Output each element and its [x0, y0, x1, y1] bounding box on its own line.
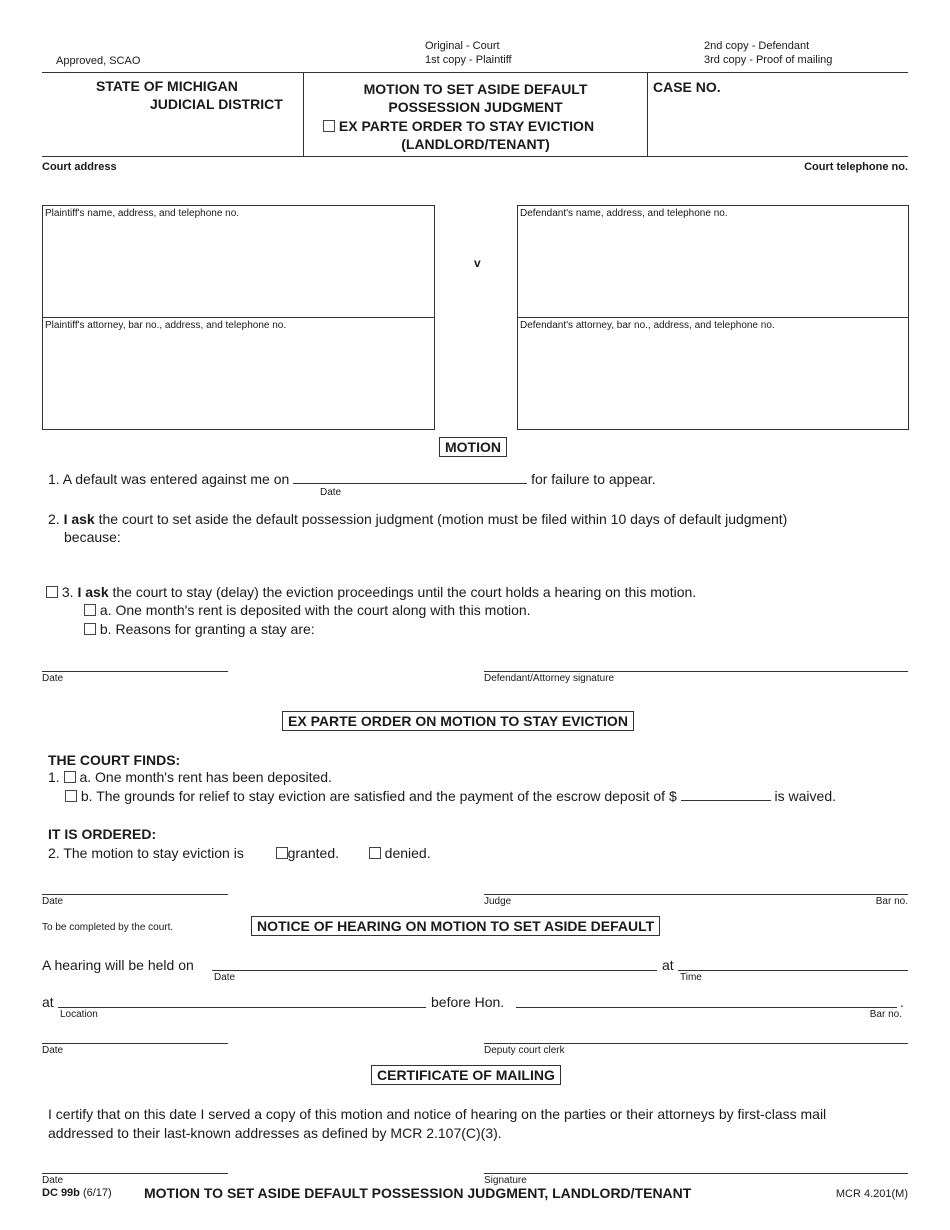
finds-item1-num: 1.: [48, 769, 60, 785]
court-address-label: Court address: [42, 161, 117, 173]
stay-reasons-checkbox[interactable]: [84, 623, 96, 635]
deputy-clerk-label: Deputy court clerk: [484, 1045, 565, 1056]
certificate-text-line2: addressed to their last-known addresses as defined by MCR 2.107(C)(3).: [48, 1125, 502, 1141]
approval-note: Approved, SCAO: [56, 55, 141, 67]
finds-item1a: [48, 769, 332, 785]
ex-parte-title-row: [323, 118, 594, 134]
form-number: DC 99b: [42, 1187, 80, 1199]
versus-label: v: [474, 256, 481, 270]
motion-item1-text: 1. A default was entered against me on: [48, 471, 290, 487]
default-date-caption: Date: [320, 487, 342, 498]
motion-item2-bold: I ask: [63, 511, 95, 527]
motion-item3a-text: a. One month's rent is deposited with the court along with this motion.: [99, 602, 531, 618]
copy-third: 3rd copy - Proof of mailing: [704, 54, 833, 66]
hearing-location-field[interactable]: [58, 1007, 426, 1008]
hearing-date-field[interactable]: [212, 970, 657, 971]
plaintiff-box[interactable]: [42, 205, 435, 318]
certificate-text-line1: I certify that on this date I served a copy of this motion and notice of hearing on the parties or their attorneys by first-class mail: [48, 1106, 827, 1122]
form-title-line3: EX PARTE ORDER TO STAY EVICTION: [338, 118, 595, 134]
motion-date-line[interactable]: [42, 671, 228, 672]
order-date-line[interactable]: [42, 894, 228, 895]
motion-item2: [48, 511, 787, 527]
motion-date-label: Date: [42, 673, 64, 684]
district-label: JUDICIAL DISTRICT: [150, 96, 283, 112]
default-date-field[interactable]: [293, 471, 527, 484]
motion-item3-bold: I ask: [77, 584, 109, 600]
caption-bottom-rule: [42, 156, 908, 157]
certificate-heading: CERTIFICATE OF MAILING: [371, 1065, 561, 1085]
order-item2: [48, 845, 431, 861]
hearing-held-on-label: A hearing will be held on: [42, 957, 194, 973]
judge-label: Judge: [484, 896, 512, 907]
certificate-signature-line[interactable]: [484, 1173, 908, 1174]
escrow-amount-field[interactable]: [681, 788, 771, 801]
form-title-line4: (LANDLORD/TENANT): [401, 136, 550, 152]
finds-item1b: [65, 788, 836, 804]
escrow-waived-checkbox[interactable]: [65, 790, 77, 802]
certificate-date-label: Date: [42, 1175, 64, 1186]
before-hon-period: .: [900, 994, 904, 1010]
stay-request-checkbox[interactable]: [46, 586, 58, 598]
motion-item2-text2: because:: [64, 529, 121, 545]
granted-label: granted.: [287, 845, 339, 861]
certificate-signature-label: Signature: [484, 1175, 527, 1186]
motion-item3: [46, 584, 696, 600]
before-hon-label: before Hon.: [431, 994, 505, 1010]
motion-signature-label: Defendant/Attorney signature: [484, 673, 615, 684]
copy-second: 2nd copy - Defendant: [704, 40, 810, 52]
plaintiff-attorney-label: Plaintiff's attorney, bar no., address, and telephone no.: [45, 320, 287, 331]
footer-rule: MCR 4.201(M): [835, 1188, 908, 1200]
hearing-time-caption: Time: [680, 972, 702, 983]
copy-first: 1st copy - Plaintiff: [425, 54, 512, 66]
notice-heading: NOTICE OF HEARING ON MOTION TO SET ASIDE DEFAULT: [251, 916, 660, 936]
motion-item3b-text: b. Reasons for granting a stay are:: [99, 621, 315, 637]
footer-form-id: [42, 1187, 112, 1199]
granted-checkbox[interactable]: [276, 847, 288, 859]
hearing-date-caption: Date: [214, 972, 236, 983]
order-item2-text: 2. The motion to stay eviction is: [48, 845, 244, 861]
court-finds-label: THE COURT FINDS:: [48, 752, 181, 768]
ex-parte-checkbox[interactable]: [323, 120, 335, 132]
hearing-location-caption: Location: [60, 1009, 98, 1020]
motion-item3a: [84, 602, 531, 618]
hearing-bar-no-caption: Bar no.: [869, 1009, 902, 1020]
motion-signature-line[interactable]: [484, 671, 908, 672]
caption-top-rule: [42, 72, 908, 73]
motion-item2-text: the court to set aside the default possession judgment (motion must be filed within 10 days of default judgment): [98, 511, 788, 527]
hearing-time-field[interactable]: [678, 970, 908, 971]
form-title-line2: POSSESSION JUDGMENT: [388, 99, 563, 115]
finds-item1b-text: b. The grounds for relief to stay eviction are satisfied and the payment of the escrow deposit of $: [80, 788, 677, 804]
copy-original: Original - Court: [425, 40, 500, 52]
finds-item1a-text: a. One month's rent has been deposited.: [79, 769, 332, 785]
motion-item3b: [84, 621, 315, 637]
state-label: STATE OF MICHIGAN: [96, 78, 238, 94]
court-phone-label: Court telephone no.: [804, 161, 908, 173]
finds-item1b-post: is waived.: [774, 788, 836, 804]
motion-item2-num: 2.: [48, 511, 60, 527]
completed-by-court-note: To be completed by the court.: [42, 922, 174, 933]
notice-date-line[interactable]: [42, 1043, 228, 1044]
order-heading: EX PARTE ORDER ON MOTION TO STAY EVICTION: [282, 711, 634, 731]
form-title-line1: MOTION TO SET ASIDE DEFAULT: [363, 81, 588, 97]
motion-item1-post: for failure to appear.: [531, 471, 656, 487]
rent-deposited-checkbox[interactable]: [84, 604, 96, 616]
rent-deposited-finding-checkbox[interactable]: [64, 771, 76, 783]
motion-item1: [48, 471, 656, 487]
judge-signature-line[interactable]: [484, 894, 908, 895]
plaintiff-label: Plaintiff's name, address, and telephone no.: [45, 208, 240, 219]
deputy-clerk-line[interactable]: [484, 1043, 908, 1044]
denied-label: denied.: [384, 845, 431, 861]
caption-divider-right: [647, 72, 648, 156]
hearing-location-at-label: at: [42, 994, 54, 1010]
certificate-date-line[interactable]: [42, 1173, 228, 1174]
notice-date-label: Date: [42, 1045, 64, 1056]
motion-item3-num: 3.: [61, 584, 74, 600]
plaintiff-attorney-box[interactable]: [42, 317, 435, 430]
defendant-attorney-label: Defendant's attorney, bar no., address, and telephone no.: [520, 320, 775, 331]
defendant-label: Defendant's name, address, and telephone no.: [520, 208, 728, 219]
motion-item3-text: the court to stay (delay) the eviction proceedings until the court holds a hearing on this motion.: [112, 584, 697, 600]
judge-name-field[interactable]: [516, 1007, 897, 1008]
defendant-attorney-box[interactable]: [517, 317, 909, 430]
judge-bar-no-label: Bar no.: [875, 896, 908, 907]
denied-checkbox[interactable]: [369, 847, 381, 859]
order-date-label: Date: [42, 896, 64, 907]
it-is-ordered-label: IT IS ORDERED:: [48, 826, 157, 842]
defendant-box[interactable]: [517, 205, 909, 318]
motion-heading: MOTION: [439, 437, 507, 457]
case-no-label: CASE NO.: [653, 79, 721, 95]
footer-title: MOTION TO SET ASIDE DEFAULT POSSESSION JUDGMENT, LANDLORD/TENANT: [144, 1185, 692, 1201]
hearing-at-label: at: [662, 957, 674, 973]
form-revision: (6/17): [82, 1187, 112, 1199]
